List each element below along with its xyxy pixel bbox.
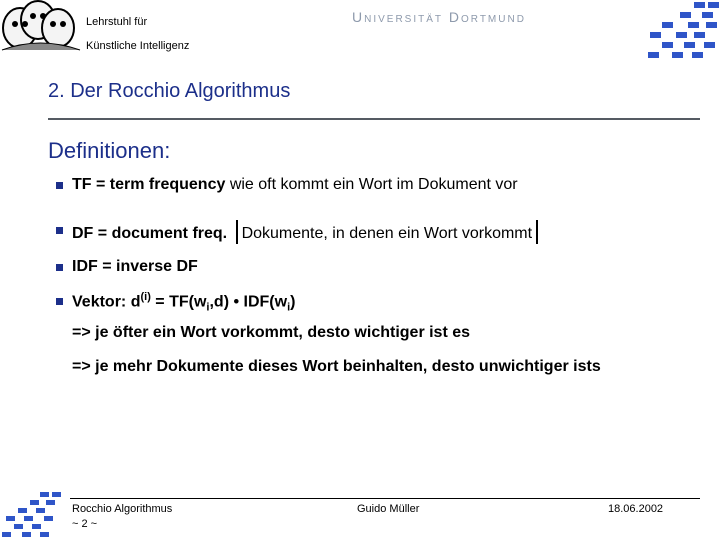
university-grid-logo [632,0,720,64]
definition-term: TF = term frequency [72,176,226,193]
section-heading: Definitionen: [48,138,171,163]
vector-part: Vektor: d [72,293,141,311]
definition-term: IDF = inverse DF [72,258,198,275]
footer-topic: Rocchio Algorithmus [72,503,173,515]
slide-title: 2. Der Rocchio Algorithmus [48,80,291,102]
university-footer-logo [0,490,64,540]
bullet-marker [56,298,63,305]
vector-subscript: i [206,301,210,314]
definition-vector [72,291,295,314]
abs-bar-left [236,220,238,244]
note-line: => je mehr Dokumente dieses Wort beinhalten, desto unwichtiger ists [72,358,601,375]
chair-line-1: Lehrstuhl für [86,16,148,28]
university-name: Universität Dortmund [352,9,526,25]
definition-text: Dokumente, in denen ein Wort vorkommt [241,225,533,242]
bullet-marker [56,264,63,271]
definition-term: DF = document freq. [72,225,228,242]
bullet-marker [56,182,63,189]
vector-part: = TF(w [150,293,207,311]
abs-bar-right [536,220,538,244]
note-line: => je öfter ein Wort vorkommt, desto wichtiger ist es [72,324,471,341]
vector-superscript: (i) [140,291,151,303]
vector-part: ) [290,293,296,311]
definition-df [72,220,542,244]
definition-idf [72,258,198,276]
definition-tf [72,176,518,194]
vector-subscript: i [287,301,291,314]
title-divider [48,118,700,120]
definition-text: wie oft kommt ein Wort im Dokument vor [225,176,518,193]
chair-logo [0,0,82,52]
footer-date: 18.06.2002 [608,503,664,515]
footer-divider [70,498,700,499]
footer-page-number: ~ 2 ~ [72,518,98,530]
bullet-marker [56,227,63,234]
chair-name [86,4,189,64]
vector-part: ,d) • IDF(w [209,293,288,311]
footer-author: Guido Müller [357,503,420,515]
chair-line-2: Künstliche Intelligenz [86,40,190,52]
